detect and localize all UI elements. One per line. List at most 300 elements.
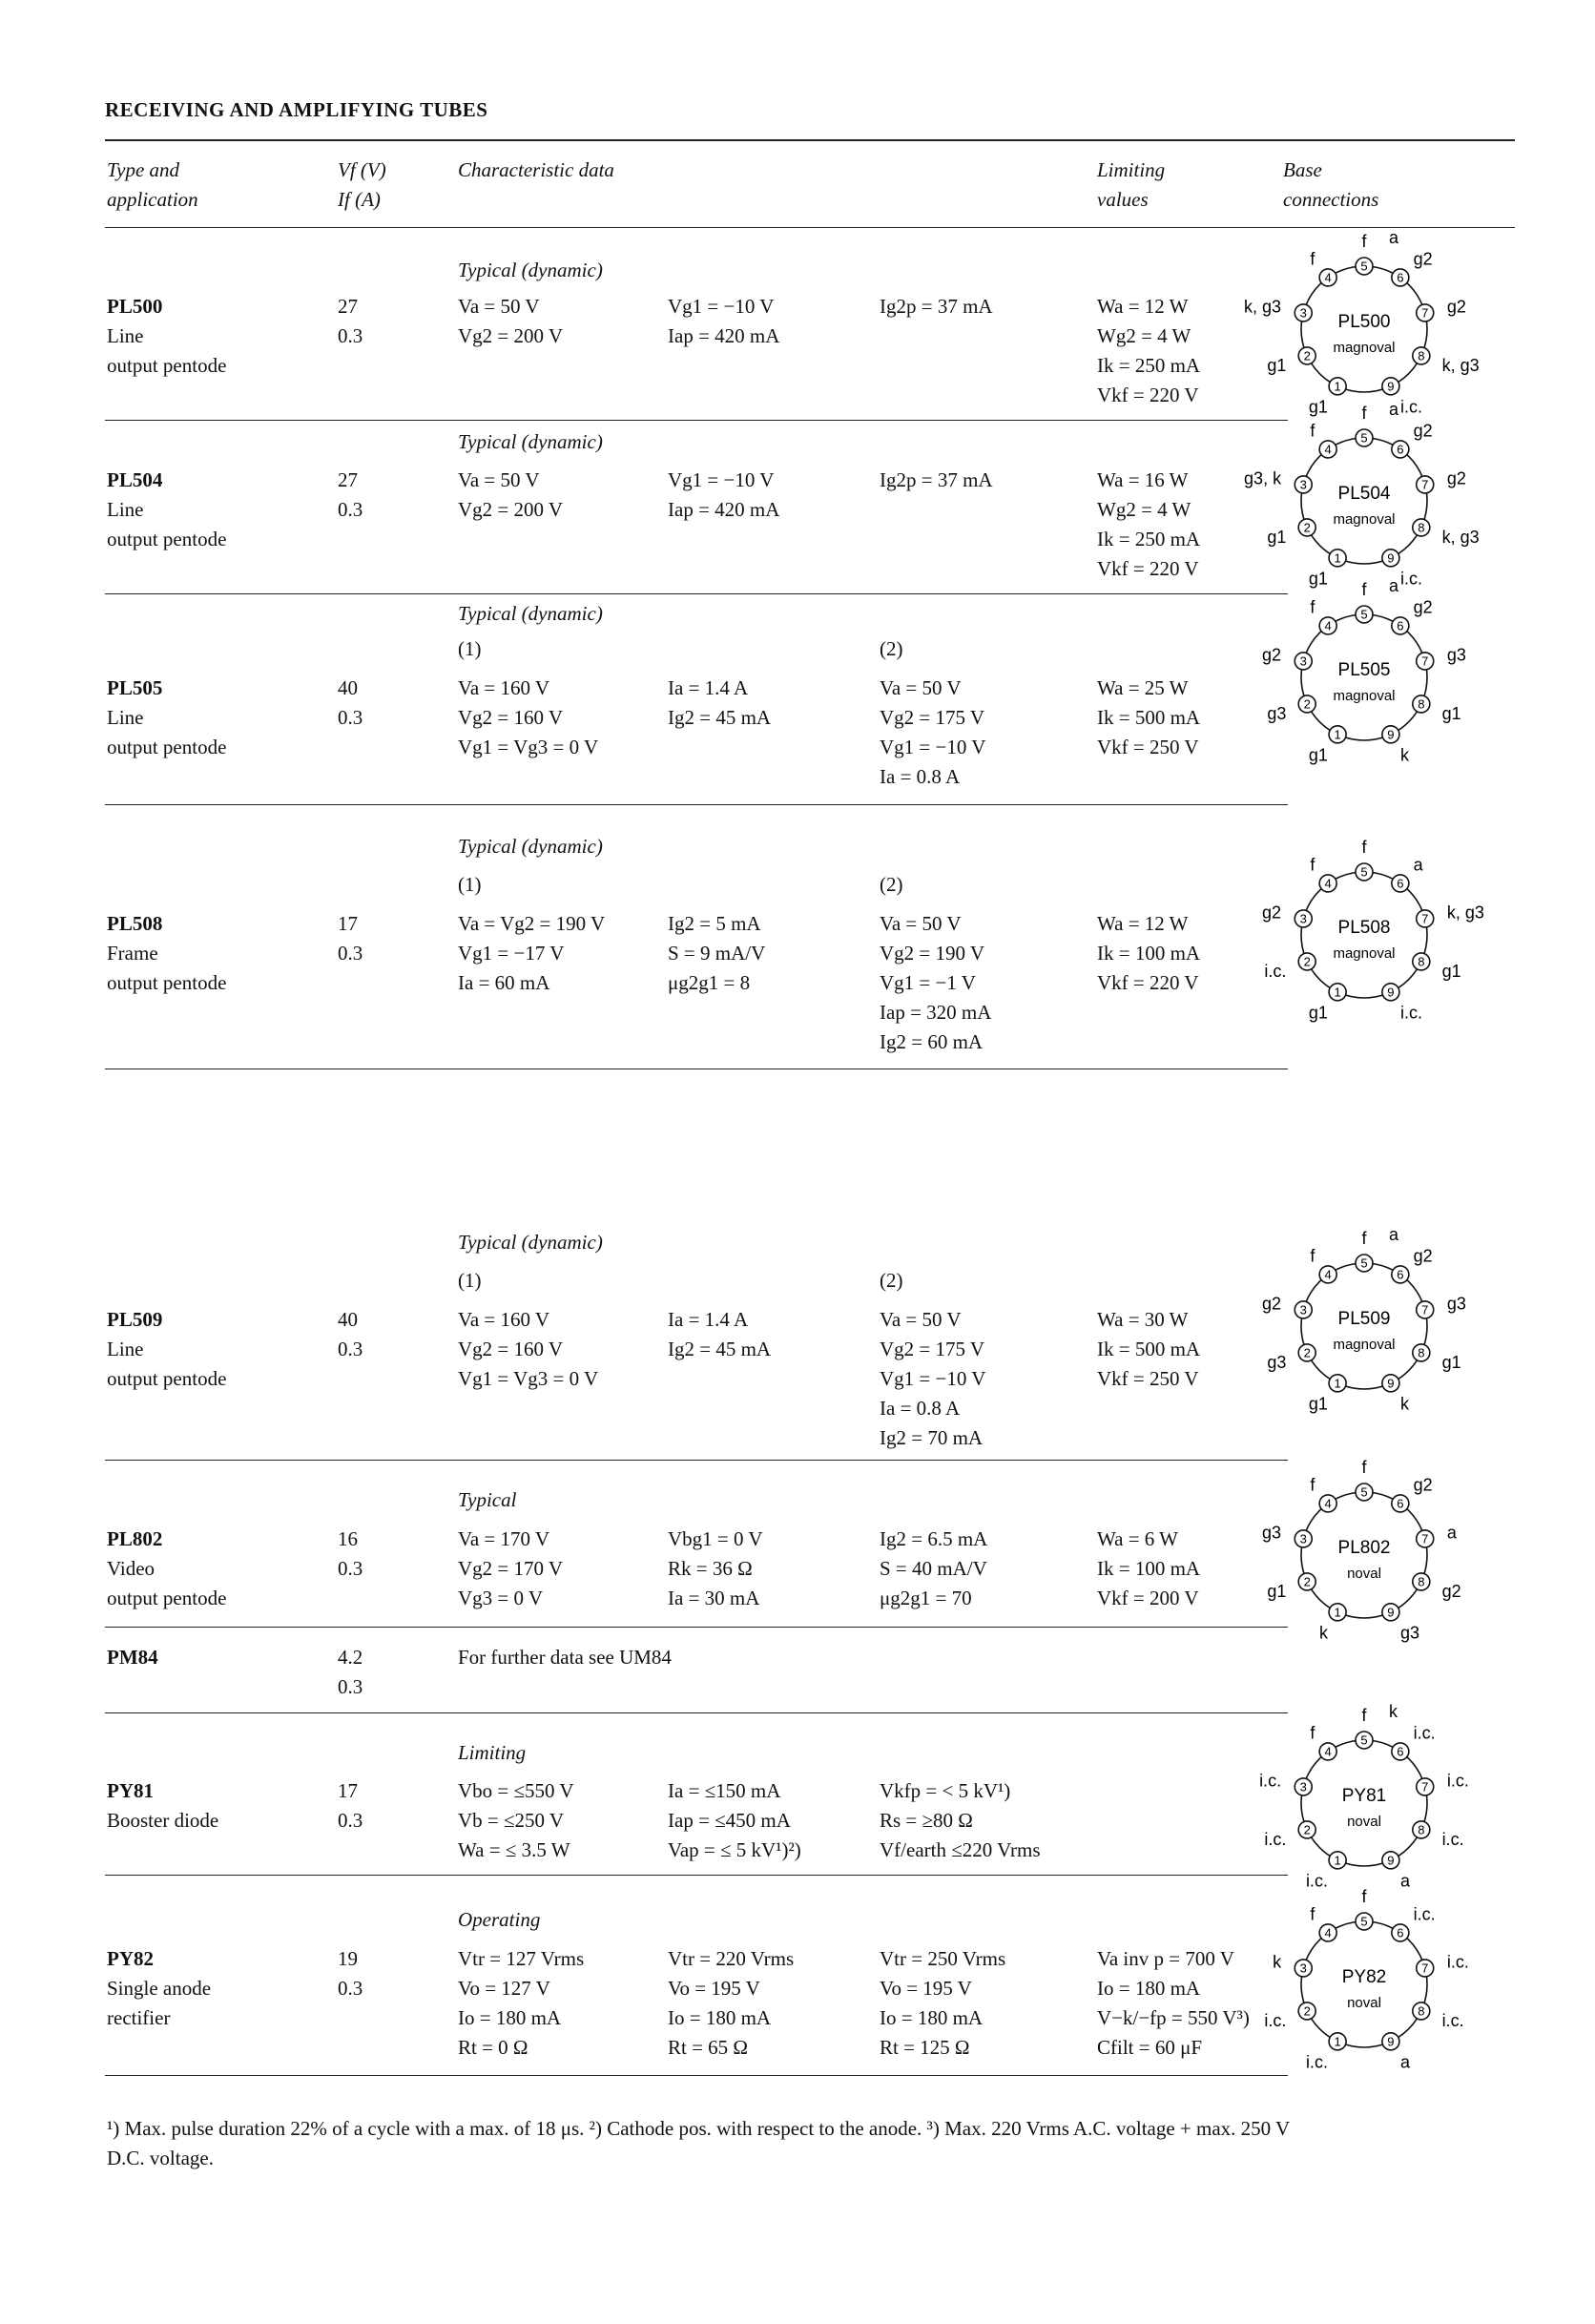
limiting-values-line: Ik = 250 mA <box>1097 354 1201 377</box>
char-col-1 <box>458 1525 563 1613</box>
base-type: magnoval <box>1333 340 1396 356</box>
limiting-values <box>1097 1305 1200 1394</box>
pin-number-1: 1 <box>1334 727 1341 742</box>
base-type: noval <box>1347 1995 1381 2011</box>
base-tube-name: PL504 <box>1337 484 1391 504</box>
char-col-3-line: Iap = 320 mA <box>880 1001 992 1024</box>
char-col-3-line: Ig2 = 6.5 mA <box>880 1527 988 1550</box>
char-col-3 <box>880 466 993 495</box>
base-type: noval <box>1347 1814 1381 1830</box>
tube-type: PY82 <box>107 1947 154 1970</box>
tube-if: 0.3 <box>338 1557 363 1580</box>
tube-mode: Typical (dynamic) <box>458 259 603 281</box>
base-diagram-0 <box>1244 228 1480 425</box>
char-col-2 <box>668 909 765 998</box>
char-col-2 <box>668 1305 771 1364</box>
pin-number-7: 7 <box>1421 305 1429 321</box>
pin-label-8: g1 <box>1441 1353 1461 1373</box>
top-label: f <box>1361 1229 1367 1248</box>
pin-number-9: 9 <box>1387 985 1395 1000</box>
char-col-1-line: Vb = ≤250 V <box>458 1809 565 1832</box>
pin-number-1: 1 <box>1334 1853 1341 1868</box>
pin-label-7: i.c. <box>1446 1771 1469 1791</box>
char-col-2-line: Ig2 = 45 mA <box>668 706 772 729</box>
char-col-3-line: Va = 50 V <box>880 676 962 699</box>
pin-label-4: f <box>1310 1723 1315 1743</box>
pin-number-3: 3 <box>1299 305 1307 321</box>
tube-vf: 16 <box>338 1527 358 1550</box>
char-col-1-line: Ia = 60 mA <box>458 971 550 994</box>
tube-if: 0.3 <box>338 1809 363 1832</box>
char-col-3 <box>880 1776 1041 1865</box>
row-separator <box>105 593 1288 594</box>
pin-label-4: f <box>1310 1904 1315 1924</box>
char-col-2-line: Vbg1 = 0 V <box>668 1527 763 1550</box>
pin-number-6: 6 <box>1397 1925 1404 1940</box>
pin-number-8: 8 <box>1418 696 1425 712</box>
header-rule-top <box>105 139 1515 141</box>
pin-label-3: g3 <box>1262 1523 1282 1543</box>
tube-vf: 17 <box>338 912 358 935</box>
char-col-3-line: Ig2 = 70 mA <box>880 1426 984 1449</box>
tube-mode: Typical (dynamic) <box>458 430 603 453</box>
char-col-3-line: S = 40 mA/V <box>880 1557 987 1580</box>
pin-number-1: 1 <box>1334 2034 1341 2049</box>
tube-vf-if <box>338 1944 362 2003</box>
pin-number-9: 9 <box>1387 1605 1395 1620</box>
char-col-2-line: Vtr = 220 Vrms <box>668 1947 795 1970</box>
char-col-1-line: Va = 160 V <box>458 1308 550 1331</box>
limiting-values-line: Wa = 12 W <box>1097 912 1189 935</box>
tube-vf: 40 <box>338 676 358 699</box>
tube-application: output pentode <box>107 528 227 550</box>
pin-label-8: g2 <box>1441 1582 1461 1602</box>
pin-label-1: g1 <box>1308 745 1328 765</box>
tube-note: For further data see UM84 <box>458 1646 672 1669</box>
char-col-3-line: Vkfp = < 5 kV¹) <box>880 1779 1011 1802</box>
char-col-3 <box>880 1305 985 1453</box>
base-diagram-3 <box>1262 838 1484 1030</box>
base-connection-svg <box>1262 1458 1461 1650</box>
pin-number-5: 5 <box>1360 607 1368 622</box>
char-col-1-line: Vg2 = 160 V <box>458 706 564 729</box>
limiting-values-line: Vkf = 220 V <box>1097 384 1199 406</box>
char-col-3-line: Rs = ≥80 Ω <box>880 1809 973 1832</box>
pin-number-2: 2 <box>1303 696 1311 712</box>
row-separator <box>105 804 1288 805</box>
tube-type-cell <box>107 909 226 998</box>
pin-label-7: a <box>1446 1523 1457 1543</box>
char-col-2-line: Ia = 30 mA <box>668 1587 760 1609</box>
pin-label-2: g1 <box>1267 1582 1287 1602</box>
char-col-2-line: μg2g1 = 8 <box>668 971 751 994</box>
pin-label-9: a <box>1400 1871 1411 1891</box>
char-col-2 <box>668 292 779 351</box>
limiting-values-line: Wa = 16 W <box>1097 468 1189 491</box>
pin-label-3: k, g3 <box>1244 297 1282 317</box>
char-col-3 <box>880 292 993 322</box>
limiting-values-line: Cfilt = 60 μF <box>1097 2036 1203 2059</box>
tube-if: 0.3 <box>338 498 363 521</box>
tube-application: Video <box>107 1557 155 1580</box>
top-label: f <box>1361 838 1367 857</box>
pin-number-5: 5 <box>1360 430 1368 446</box>
header-characteristic: Characteristic data <box>458 158 614 181</box>
char-col-2 <box>668 1944 794 2063</box>
limiting-values-line: Ik = 250 mA <box>1097 528 1201 550</box>
pin-number-6: 6 <box>1397 1496 1404 1511</box>
char-col-1-line: Io = 180 mA <box>458 2006 562 2029</box>
tube-type: PL509 <box>107 1308 163 1331</box>
char-col-2 <box>668 1776 801 1865</box>
pin-number-8: 8 <box>1418 1574 1425 1589</box>
tube-if: 0.3 <box>338 1675 363 1698</box>
pin-number-1: 1 <box>1334 550 1341 566</box>
header-vf-if: Vf (V) If (A) <box>338 158 386 211</box>
tube-vf-if <box>338 466 362 525</box>
pin-number-5: 5 <box>1360 259 1368 274</box>
pin-number-6: 6 <box>1397 1267 1404 1282</box>
pin-number-6: 6 <box>1397 270 1404 285</box>
pin-label-3: g2 <box>1262 1294 1282 1314</box>
pin-number-6: 6 <box>1397 442 1404 457</box>
pin-label-6: a <box>1413 855 1423 875</box>
pin-label-7: i.c. <box>1446 1952 1469 1972</box>
row-separator <box>105 420 1288 421</box>
pin-number-8: 8 <box>1418 348 1425 363</box>
limiting-values <box>1097 1944 1250 2063</box>
condition-2: (2) <box>880 873 903 896</box>
base-tube-name: PL500 <box>1337 312 1391 332</box>
tube-type-cell <box>107 1305 226 1394</box>
char-col-1-line: Vtr = 127 Vrms <box>458 1947 585 1970</box>
char-col-1-line: Va = 50 V <box>458 468 540 491</box>
base-tube-name: PL802 <box>1337 1538 1391 1558</box>
char-col-1-line: Vo = 127 V <box>458 1977 550 2000</box>
char-col-2-line: Vg1 = −10 V <box>668 468 775 491</box>
pin-number-5: 5 <box>1360 1484 1368 1500</box>
pin-label-3: g2 <box>1262 645 1282 665</box>
char-col-2-line: Ia = 1.4 A <box>668 676 749 699</box>
char-col-2-line: Ig2 = 5 mA <box>668 912 761 935</box>
pin-number-4: 4 <box>1324 1496 1332 1511</box>
pin-label-3: g3, k <box>1244 468 1282 488</box>
limiting-values <box>1097 466 1200 584</box>
char-col-1 <box>458 909 605 998</box>
char-col-3-line: Vf/earth ≤220 Vrms <box>880 1838 1041 1861</box>
pin-number-4: 4 <box>1324 1267 1332 1282</box>
tube-application: Line <box>107 498 144 521</box>
row-separator <box>105 1712 1288 1713</box>
pin-label-7: g2 <box>1446 297 1466 317</box>
pin-number-9: 9 <box>1387 379 1395 394</box>
pin-label-2: g3 <box>1267 1353 1287 1373</box>
pin-number-8: 8 <box>1418 2003 1425 2019</box>
base-tube-name: PL509 <box>1337 1309 1391 1329</box>
pin-number-7: 7 <box>1421 911 1429 926</box>
pin-number-4: 4 <box>1324 1744 1332 1759</box>
tube-vf-if <box>338 1643 362 1702</box>
pin-label-7: g3 <box>1446 645 1466 665</box>
pin-number-3: 3 <box>1299 477 1307 492</box>
top-label-2: a <box>1389 228 1399 247</box>
char-col-2-line: Vap = ≤ 5 kV¹)²) <box>668 1838 801 1861</box>
pin-label-1: g1 <box>1308 1394 1328 1414</box>
top-label-2: a <box>1389 1225 1399 1244</box>
char-col-2 <box>668 466 779 525</box>
char-col-1-line: Rt = 0 Ω <box>458 2036 528 2059</box>
tube-type-cell <box>107 1643 158 1672</box>
char-col-2-line: Ig2 = 45 mA <box>668 1338 772 1360</box>
pin-number-5: 5 <box>1360 1255 1368 1271</box>
base-type: magnoval <box>1333 688 1396 704</box>
char-col-1-line: Wa = ≤ 3.5 W <box>458 1838 570 1861</box>
tube-type: PL802 <box>107 1527 163 1550</box>
tube-mode: Typical (dynamic) <box>458 835 603 858</box>
tube-mode: Typical (dynamic) <box>458 602 603 625</box>
char-col-1-line: Vg1 = −17 V <box>458 942 565 965</box>
tube-vf-if <box>338 1305 362 1364</box>
pin-number-1: 1 <box>1334 985 1341 1000</box>
tube-type: PY81 <box>107 1779 154 1802</box>
pin-label-6: g2 <box>1413 1246 1433 1266</box>
char-col-1 <box>458 1305 598 1394</box>
tube-vf: 27 <box>338 295 358 318</box>
char-col-3-line: Ig2p = 37 mA <box>880 295 993 318</box>
limiting-values-line: Vkf = 220 V <box>1097 557 1199 580</box>
char-col-1-line: Vg3 = 0 V <box>458 1587 544 1609</box>
pin-number-9: 9 <box>1387 1853 1395 1868</box>
pin-number-9: 9 <box>1387 550 1395 566</box>
pin-label-7: g3 <box>1446 1294 1466 1314</box>
pin-number-9: 9 <box>1387 1376 1395 1391</box>
tube-type-cell <box>107 466 226 554</box>
pin-number-2: 2 <box>1303 1574 1311 1589</box>
pin-label-8: k, g3 <box>1441 356 1480 376</box>
base-tube-name: PL505 <box>1337 660 1391 680</box>
char-col-1 <box>458 674 598 762</box>
char-col-2-line: Iap = 420 mA <box>668 498 780 521</box>
pin-number-8: 8 <box>1418 954 1425 969</box>
char-col-3 <box>880 909 991 1057</box>
pin-number-3: 3 <box>1299 654 1307 669</box>
pin-number-7: 7 <box>1421 1302 1429 1318</box>
pin-number-5: 5 <box>1360 1733 1368 1748</box>
pin-label-9: g3 <box>1400 1623 1420 1643</box>
char-col-3 <box>880 1944 1005 2063</box>
pin-number-8: 8 <box>1418 1822 1425 1837</box>
base-diagram-8 <box>1264 1887 1469 2080</box>
pin-label-7: k, g3 <box>1446 903 1484 923</box>
pin-number-3: 3 <box>1299 1302 1307 1318</box>
pin-label-8: g1 <box>1441 704 1461 724</box>
pin-number-2: 2 <box>1303 1822 1311 1837</box>
char-col-2-line: Vg1 = −10 V <box>668 295 775 318</box>
tube-type-cell <box>107 292 226 381</box>
top-label: f <box>1361 1887 1367 1906</box>
tube-type: PL505 <box>107 676 163 699</box>
char-col-3-line: Vg2 = 190 V <box>880 942 985 965</box>
base-connection-svg <box>1264 1887 1469 2080</box>
char-col-3-line: Vg1 = −10 V <box>880 1367 986 1390</box>
pin-number-9: 9 <box>1387 727 1395 742</box>
pin-number-3: 3 <box>1299 1961 1307 1976</box>
pin-label-7: g2 <box>1446 468 1466 488</box>
top-label: f <box>1361 232 1367 251</box>
row-separator <box>105 2075 1288 2076</box>
char-col-1-line: Vbo = ≤550 V <box>458 1779 574 1802</box>
condition-1: (1) <box>458 873 482 896</box>
base-connection-svg <box>1262 838 1484 1030</box>
char-col-1-line: Va = 170 V <box>458 1527 550 1550</box>
pin-label-8: g1 <box>1441 962 1461 982</box>
pin-number-2: 2 <box>1303 954 1311 969</box>
char-col-3-line: Vg1 = −10 V <box>880 736 986 758</box>
base-tube-name: PL508 <box>1337 918 1391 938</box>
limiting-values-line: Wg2 = 4 W <box>1097 324 1191 347</box>
tube-application: Line <box>107 1338 144 1360</box>
pin-label-6: g2 <box>1413 421 1433 441</box>
tube-type: PL500 <box>107 295 163 318</box>
limiting-values-line: Wa = 12 W <box>1097 295 1189 318</box>
header-limiting: Limiting values <box>1097 158 1166 211</box>
pin-number-2: 2 <box>1303 1345 1311 1360</box>
char-col-1-line: Vg2 = 160 V <box>458 1338 564 1360</box>
limiting-values <box>1097 674 1200 762</box>
pin-label-3: g2 <box>1262 903 1282 923</box>
tube-vf: 19 <box>338 1947 358 1970</box>
char-col-1-line: Va = Vg2 = 190 V <box>458 912 606 935</box>
base-connection-svg <box>1259 1702 1469 1899</box>
pin-number-5: 5 <box>1360 1914 1368 1929</box>
char-col-3-line: Vg2 = 175 V <box>880 706 985 729</box>
row-separator <box>105 1875 1288 1876</box>
pin-label-6: g2 <box>1413 1475 1433 1495</box>
pin-number-4: 4 <box>1324 618 1332 633</box>
base-diagram-1 <box>1244 400 1480 596</box>
char-col-3-line: Rt = 125 Ω <box>880 2036 970 2059</box>
char-col-2-line: S = 9 mA/V <box>668 942 766 965</box>
tube-application: Booster diode <box>107 1809 219 1832</box>
pin-label-4: f <box>1310 1246 1315 1266</box>
char-col-1 <box>458 292 563 351</box>
base-type: magnoval <box>1333 511 1396 528</box>
tube-application: Single anode <box>107 1977 212 2000</box>
pin-number-1: 1 <box>1334 379 1341 394</box>
header-base: Base connections <box>1283 158 1379 211</box>
char-col-3-line: Vg1 = −1 V <box>880 971 976 994</box>
tube-vf-if <box>338 674 362 733</box>
pin-number-6: 6 <box>1397 618 1404 633</box>
pin-label-9: k <box>1400 1394 1410 1414</box>
pin-label-1: g1 <box>1308 569 1328 589</box>
tube-application: Line <box>107 706 144 729</box>
pin-number-1: 1 <box>1334 1605 1341 1620</box>
pin-number-3: 3 <box>1299 1779 1307 1795</box>
header-type-application: Type and application <box>107 158 198 211</box>
char-col-2-line: Iap = 420 mA <box>668 324 780 347</box>
tube-vf: 40 <box>338 1308 358 1331</box>
condition-2: (2) <box>880 637 903 660</box>
char-col-3-line: Vo = 195 V <box>880 1977 972 2000</box>
pin-label-9: i.c. <box>1400 1003 1423 1023</box>
tube-type-cell <box>107 1944 211 2033</box>
pin-number-9: 9 <box>1387 2034 1395 2049</box>
base-tube-name: PY81 <box>1341 1786 1387 1806</box>
tube-vf: 4.2 <box>338 1646 363 1669</box>
base-tube-name: PY82 <box>1341 1967 1387 1987</box>
base-type: magnoval <box>1333 1337 1396 1353</box>
limiting-values-line: V−k/−fp = 550 V³) <box>1097 2006 1250 2029</box>
tube-type: PL504 <box>107 468 163 491</box>
char-col-3-line: Vtr = 250 Vrms <box>880 1947 1006 1970</box>
char-col-2-line: Io = 180 mA <box>668 2006 772 2029</box>
limiting-values-line: Io = 180 mA <box>1097 1977 1201 2000</box>
limiting-values <box>1097 292 1200 410</box>
base-connection-svg <box>1262 1225 1466 1421</box>
tube-vf-if <box>338 292 362 351</box>
tube-if: 0.3 <box>338 1977 363 2000</box>
base-diagram-5 <box>1262 1458 1461 1650</box>
char-col-2-line: Iap = ≤450 mA <box>668 1809 791 1832</box>
limiting-values <box>1097 909 1200 998</box>
limiting-values-line: Ik = 500 mA <box>1097 1338 1201 1360</box>
tube-if: 0.3 <box>338 324 363 347</box>
pin-label-1: g1 <box>1308 397 1328 417</box>
base-type: noval <box>1347 1566 1381 1582</box>
pin-number-4: 4 <box>1324 442 1332 457</box>
char-col-1-line: Vg2 = 200 V <box>458 324 564 347</box>
pin-label-2: i.c. <box>1264 1830 1287 1850</box>
char-col-3-line: Va = 50 V <box>880 1308 962 1331</box>
condition-1: (1) <box>458 1269 482 1292</box>
char-col-3 <box>880 1525 987 1613</box>
top-label: f <box>1361 1458 1367 1477</box>
top-label: f <box>1361 404 1367 423</box>
pin-number-3: 3 <box>1299 1531 1307 1546</box>
tube-mode: Typical <box>458 1488 517 1511</box>
top-label-2: a <box>1389 576 1399 595</box>
condition-2: (2) <box>880 1269 903 1292</box>
pin-number-8: 8 <box>1418 520 1425 535</box>
tube-type-cell <box>107 1525 226 1613</box>
char-col-1-line: Va = 160 V <box>458 676 550 699</box>
condition-1: (1) <box>458 637 482 660</box>
top-label: f <box>1361 580 1367 599</box>
pin-label-6: i.c. <box>1413 1723 1436 1743</box>
pin-label-2: i.c. <box>1264 962 1287 982</box>
tube-if: 0.3 <box>338 942 363 965</box>
limiting-values-line: Wg2 = 4 W <box>1097 498 1191 521</box>
tube-type-cell <box>107 1776 218 1836</box>
base-type: magnoval <box>1333 945 1396 962</box>
pin-label-9: k <box>1400 745 1410 765</box>
tube-vf: 17 <box>338 1779 358 1802</box>
pin-label-8: i.c. <box>1441 2011 1464 2031</box>
pin-label-1: g1 <box>1308 1003 1328 1023</box>
pin-label-9: i.c. <box>1400 569 1423 589</box>
row-separator <box>105 1460 1288 1461</box>
pin-number-7: 7 <box>1421 654 1429 669</box>
char-col-3-line: Va = 50 V <box>880 912 962 935</box>
char-col-1 <box>458 466 563 525</box>
footnote: ¹) Max. pulse duration 22% of a cycle with a max. of 18 μs. ²) Cathode pos. with respect to the anode. ³) Max. 220 Vrms A.C. voltage + max. 250 V D.C. voltage. <box>107 2117 1290 2169</box>
tube-type: PM84 <box>107 1646 158 1669</box>
page-title: RECEIVING AND AMPLIFYING TUBES <box>105 98 488 121</box>
pin-label-2: g3 <box>1267 704 1287 724</box>
pin-number-7: 7 <box>1421 1531 1429 1546</box>
limiting-values-line: Vkf = 250 V <box>1097 1367 1199 1390</box>
